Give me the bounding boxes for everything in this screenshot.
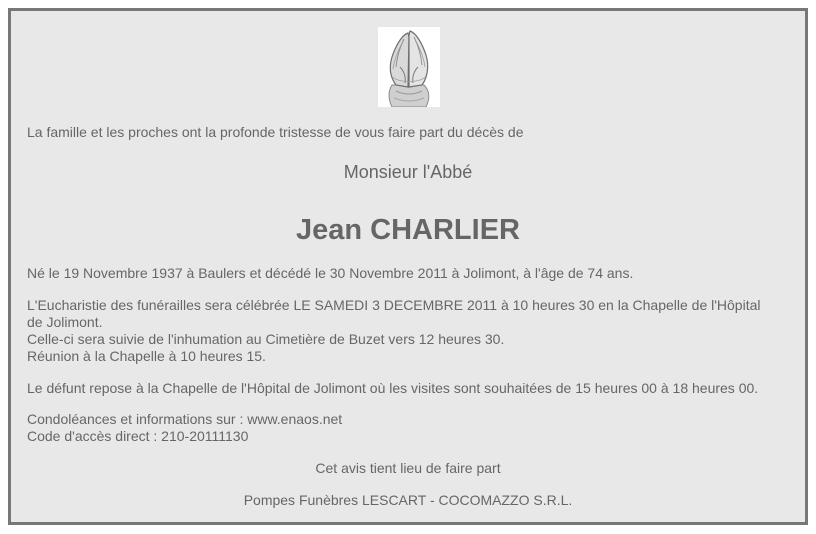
obituary-card: [8, 8, 808, 525]
praying-hands-icon: [378, 27, 440, 107]
burial-text: Celle-ci sera suivie de l'inhumation au Cimetière de Buzet vers 12 heures 30.: [27, 331, 505, 347]
intro-text: La famille et les proches ont la profonde tristesse de vous faire part du décès de: [27, 124, 524, 140]
visitation-text: Le défunt repose à la Chapelle de l'Hôpital de Jolimont où les visites sont souhaitées de 15 heures 00 à 18 heures 00.: [27, 380, 759, 396]
access-code-text: Code d'accès direct : 210-20111130: [27, 428, 249, 444]
funeral-company: Pompes Funèbres LESCART - COCOMAZZO S.R.L.: [243, 492, 573, 508]
deceased-title: Monsieur l'Abbé: [343, 162, 473, 182]
meeting-text: Réunion à la Chapelle à 10 heures 15.: [27, 348, 266, 364]
funeral-text-line2: de Jolimont.: [27, 314, 103, 330]
condolences-text: Condoléances et informations sur : www.enaos.net: [27, 411, 343, 427]
funeral-text-line1: L'Eucharistie des funérailles sera célébrée LE SAMEDI 3 DECEMBRE 2011 à 10 heures 30 en la Chapelle de l'Hôpital: [27, 297, 761, 313]
deceased-name: Jean CHARLIER: [296, 214, 520, 246]
birth-death-text: Né le 19 Novembre 1937 à Baulers et décédé le 30 Novembre 2011 à Jolimont, à l'âge de 74 ans.: [27, 265, 634, 281]
notice-text: Cet avis tient lieu de faire part: [315, 460, 501, 476]
